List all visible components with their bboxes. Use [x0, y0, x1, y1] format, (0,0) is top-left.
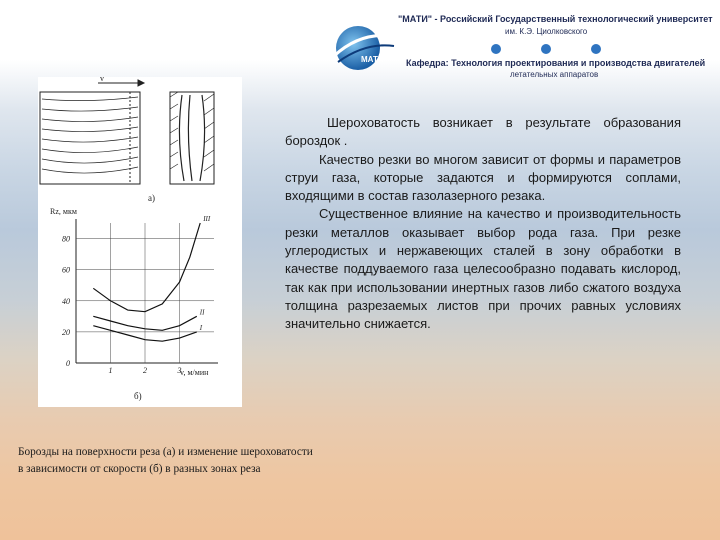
roughness-chart	[50, 207, 218, 401]
part-b-label: б)	[134, 391, 142, 401]
series-label-III: III	[203, 215, 211, 223]
department-name: Кафедра: Технология проектирования и производства двигателей	[406, 58, 706, 68]
header	[0, 0, 720, 86]
figure-caption: Борозды на поверхности реза (а) и изменение шероховатости в зависимости от скорости (б) в разных зонах реза	[18, 446, 313, 475]
mati-logo-icon	[330, 18, 396, 76]
university-name: "МАТИ" - Российский Государственный технологический университет	[398, 14, 713, 24]
series-label-II: II	[199, 308, 205, 317]
grooves-illustration	[40, 77, 214, 203]
y-tick-label: 60	[62, 265, 70, 275]
y-tick-label: 80	[62, 234, 70, 244]
y-tick-label: 40	[62, 296, 70, 306]
x-tick-label: 2	[143, 366, 147, 375]
svg-text:МАТИ: МАТИ	[361, 55, 384, 64]
x-tick-label: 1	[108, 366, 113, 375]
series-line-III	[93, 223, 200, 312]
velocity-label: v	[100, 77, 104, 83]
university-name-line2: им. К.Э. Циолковского	[505, 27, 588, 36]
paragraph-3: Существенное влияние на качество и производительность резки металлов оказывает выбор рода газа. При резке углеродистых и нержавеющих сталей в зону обработки в качестве поддуваемого газа целесообразно подавать кислород, так как при использовании инертных газов либо сжатого воздуха толщина разрезаемых листов при прочих равных условиях значительно снижается.	[285, 206, 681, 332]
paragraph-1: Шероховатость возникает в результате образования бороздок .	[285, 115, 681, 149]
paragraph-2: Качество резки во многом зависит от формы и параметров струи газа, которые задаются и формируются соплами, входящими в состав газолазерного резака.	[285, 151, 681, 204]
department-name-line2: летательных аппаратов	[510, 70, 599, 79]
main-text	[285, 114, 681, 334]
x-axis-label: v, м/мин	[180, 368, 209, 377]
series-label-I: I	[199, 323, 203, 332]
y-axis-label: Rz, мкм	[50, 207, 77, 216]
figure-grooves-and-roughness	[38, 77, 242, 407]
x-tick-label: 3	[177, 366, 182, 375]
y-tick-label: 20	[62, 327, 70, 337]
part-a-label: а)	[148, 193, 155, 203]
figure-svg	[38, 77, 242, 407]
y-tick-label: 0	[66, 359, 70, 368]
decorative-dots-icon	[486, 42, 636, 56]
